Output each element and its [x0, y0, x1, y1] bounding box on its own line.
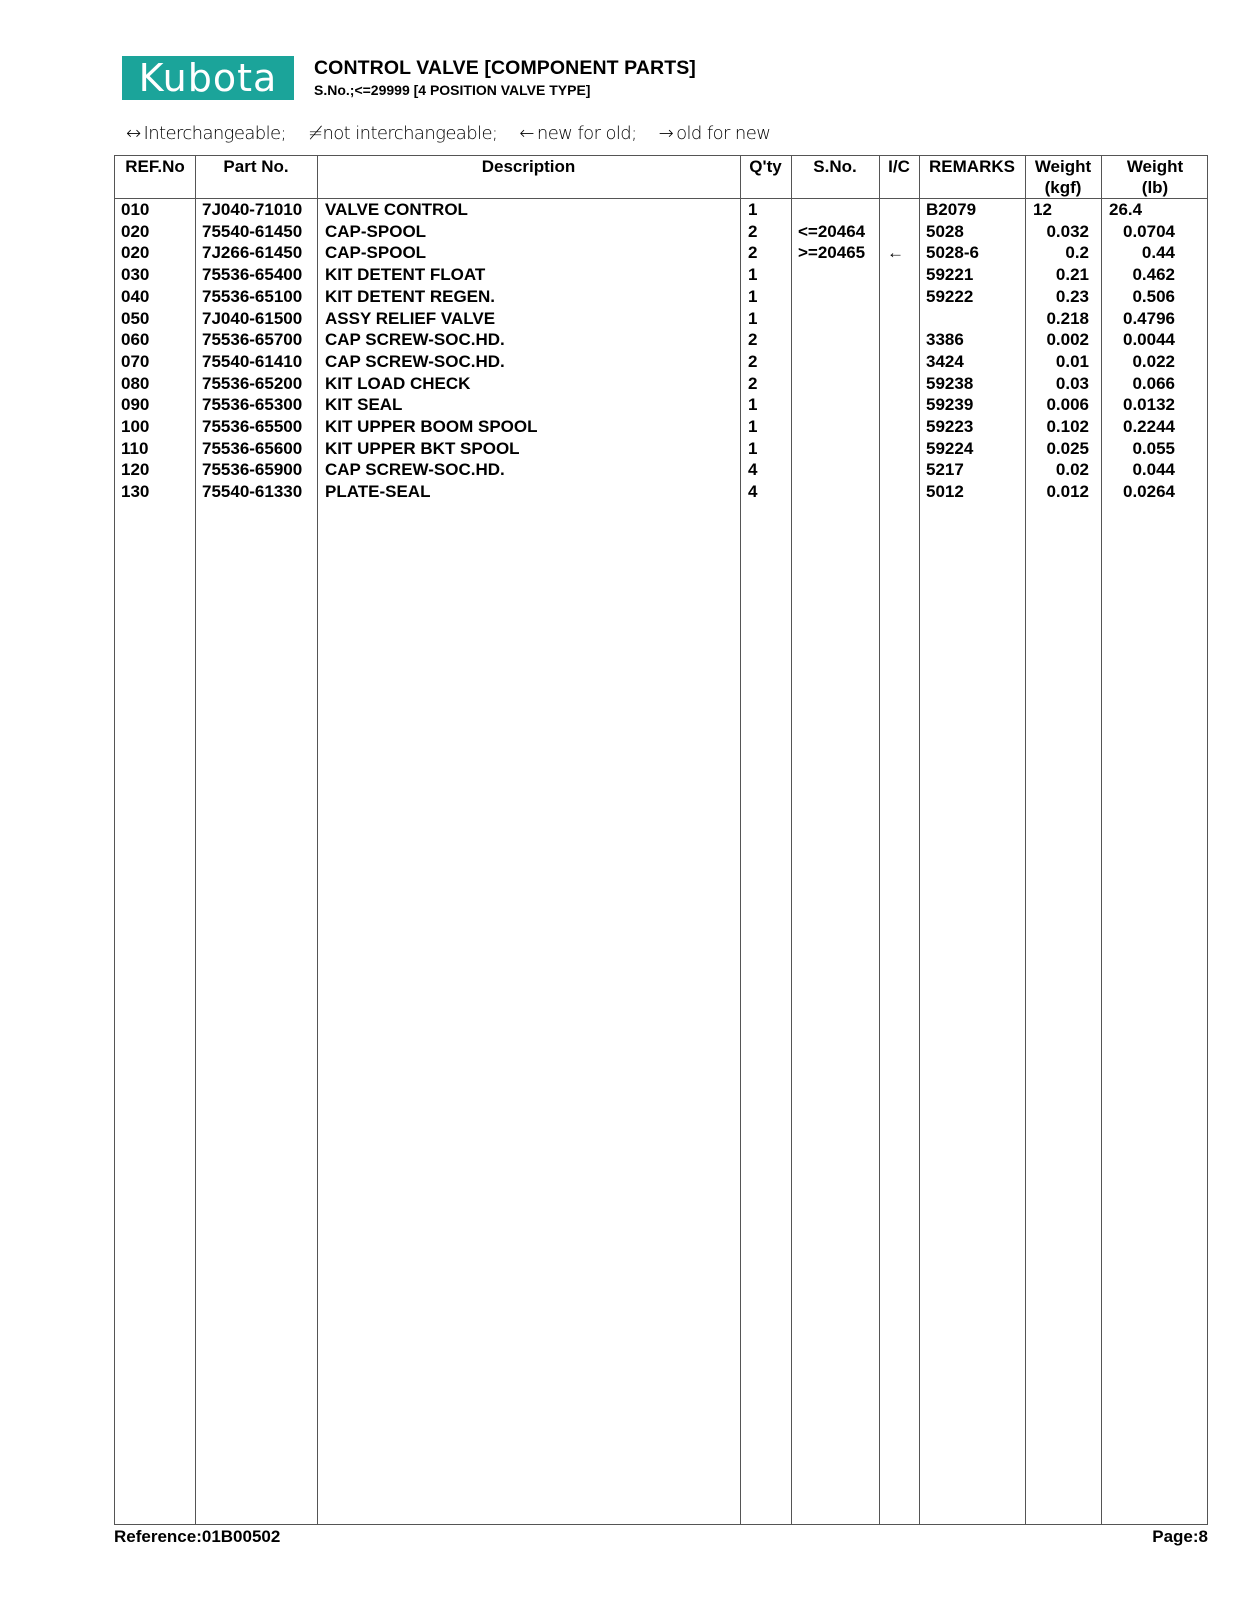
cell-part: 75536-65600: [202, 438, 303, 458]
table-row: [115, 286, 1207, 308]
cell-part: 75536-65100: [202, 286, 303, 306]
cell-remarks: 59239: [926, 395, 974, 415]
cell-part: 7J040-71010: [202, 200, 303, 219]
cell-wlb: 0.0264: [1123, 482, 1175, 502]
cell-qty: 2: [748, 373, 758, 393]
cell-wlb: 0.44: [1141, 243, 1175, 263]
header-ic: I/C: [888, 157, 910, 176]
cell-ref: 090: [121, 395, 150, 415]
cell-sno: >=20465: [798, 243, 866, 263]
cell-qty: 2: [748, 221, 758, 241]
cell-remarks: 59223: [926, 417, 974, 436]
cell-ref: 130: [121, 482, 150, 502]
footer-page-number: Page:8: [1152, 1527, 1208, 1546]
cell-wkgf: 0.102: [1046, 417, 1089, 436]
cell-qty: 1: [748, 265, 758, 285]
cell-ref: 070: [121, 351, 150, 371]
cell-wlb: 0.462: [1132, 265, 1175, 285]
header-part-no: Part No.: [223, 157, 289, 176]
table-row: [115, 394, 1207, 416]
cell-remarks: 3386: [926, 330, 964, 350]
legend-old-for-new: [659, 123, 771, 144]
cell-remarks: 5028: [926, 221, 964, 241]
cell-wlb: 0.4796: [1123, 308, 1175, 328]
cell-desc: CAP SCREW-SOC.HD.: [325, 351, 505, 371]
header-description: Description: [481, 157, 576, 176]
cell-desc: CAP-SPOOL: [325, 243, 427, 263]
cell-desc: CAP SCREW-SOC.HD.: [325, 460, 505, 480]
cell-qty: 1: [748, 200, 758, 219]
cell-part: 75536-65400: [202, 265, 303, 285]
kubota-logo: [122, 56, 294, 100]
cell-remarks: 5012: [926, 482, 964, 502]
cell-desc: CAP SCREW-SOC.HD.: [325, 330, 505, 350]
cell-wlb: 0.0044: [1123, 330, 1175, 350]
legend-not-interchangeable: [308, 123, 497, 144]
cell-part: 75536-65200: [202, 373, 303, 393]
page-subtitle: S.No.;<=29999 [4 POSITION VALVE TYPE]: [314, 82, 591, 98]
legend-label: old for new: [676, 123, 771, 144]
cell-wkgf: 12: [1033, 200, 1052, 219]
table-row: [115, 459, 1207, 481]
cell-wkgf: 0.012: [1046, 482, 1089, 502]
cell-wkgf: 0.21: [1055, 265, 1089, 285]
cell-qty: 1: [748, 308, 758, 328]
legend-label: Interchangeable;: [143, 123, 286, 144]
cell-desc: KIT DETENT FLOAT: [325, 265, 486, 285]
cell-remarks: 3424: [926, 351, 964, 371]
cell-remarks: 59221: [926, 265, 974, 285]
table-row: [115, 416, 1207, 438]
cell-wkgf: 0.006: [1046, 395, 1089, 415]
cell-desc: ASSY RELIEF VALVE: [325, 308, 496, 328]
cell-wkgf: 0.032: [1046, 221, 1089, 241]
table-row: [115, 329, 1207, 351]
header-ref-no: REF.No: [125, 157, 185, 176]
legend-label: new for old;: [536, 123, 637, 144]
cell-ref: 100: [121, 417, 150, 436]
legend-interchangeable: [126, 123, 286, 144]
cell-remarks: 59224: [926, 438, 974, 458]
cell-sno: <=20464: [798, 221, 866, 241]
cell-part: 75536-65700: [202, 330, 303, 350]
cell-remarks: B2079: [926, 200, 977, 219]
cell-desc: PLATE-SEAL: [325, 482, 431, 502]
cell-wlb: 0.0704: [1123, 221, 1175, 241]
cell-wkgf: 0.025: [1046, 438, 1089, 458]
footer-reference: Reference:01B00502: [114, 1527, 281, 1546]
svg-text:Kubota: Kubota: [138, 56, 278, 100]
cell-wlb: 26.4: [1109, 200, 1143, 219]
cell-desc: KIT LOAD CHECK: [325, 373, 471, 393]
table-row: [115, 221, 1207, 243]
cell-ref: 020: [121, 221, 150, 241]
not-equal-icon: ≠: [307, 123, 323, 144]
cell-qty: 4: [748, 460, 758, 480]
cell-wkgf: 0.002: [1046, 330, 1089, 350]
cell-part: 75536-65500: [202, 417, 303, 436]
cell-part: 7J266-61450: [202, 243, 303, 263]
cell-desc: KIT UPPER BKT SPOOL: [325, 438, 520, 458]
table-row: [115, 242, 1207, 264]
cell-qty: 2: [748, 330, 758, 350]
cell-wkgf: 0.218: [1046, 308, 1089, 328]
cell-part: 75540-61450: [202, 221, 303, 241]
header-quantity: Q'ty: [749, 157, 782, 176]
table-row: [115, 438, 1207, 460]
cell-wkgf: 0.03: [1055, 373, 1089, 393]
cell-qty: 1: [748, 395, 758, 415]
cell-wlb: 0.066: [1132, 373, 1175, 393]
header-remarks: REMARKS: [929, 157, 1015, 176]
page-title: CONTROL VALVE [COMPONENT PARTS]: [314, 57, 696, 79]
header-serial-no: S.No.: [813, 157, 857, 176]
cell-part: 75536-65900: [202, 460, 303, 480]
header-weight-kgf: Weight (kgf): [1034, 157, 1092, 197]
kubota-logo-graphic: [122, 56, 294, 100]
cell-ref: 010: [121, 200, 150, 219]
cell-remarks: 5028-6: [926, 243, 979, 263]
cell-ref: 050: [121, 308, 150, 328]
legend-new-for-old: [519, 123, 636, 144]
table-row: [115, 264, 1207, 286]
table-row: [115, 308, 1207, 330]
legend-label: not interchangeable;: [322, 123, 498, 144]
cell-remarks: 5217: [926, 460, 964, 480]
cell-desc: KIT UPPER BOOM SPOOL: [325, 417, 538, 436]
cell-desc: VALVE CONTROL: [325, 200, 468, 219]
cell-ref: 080: [121, 373, 150, 393]
cell-part: 75540-61410: [202, 351, 303, 371]
cell-qty: 2: [748, 243, 758, 263]
cell-desc: KIT DETENT REGEN.: [325, 286, 496, 306]
cell-wlb: 0.044: [1132, 460, 1175, 480]
cell-wkgf: 0.01: [1055, 351, 1089, 371]
cell-ref: 020: [121, 243, 150, 263]
cell-qty: 2: [748, 351, 758, 371]
table-row: [115, 199, 1207, 221]
table-row: [115, 351, 1207, 373]
cell-qty: 1: [748, 438, 758, 458]
cell-wlb: 0.2244: [1123, 417, 1175, 436]
cell-ref: 060: [121, 330, 150, 350]
table-row: [115, 481, 1207, 503]
left-arrow-icon: ←: [519, 123, 534, 144]
cell-part: 7J040-61500: [202, 308, 303, 328]
cell-part: 75536-65300: [202, 395, 303, 415]
cell-remarks: 59238: [926, 373, 974, 393]
cell-ref: 110: [121, 438, 149, 458]
cell-wkgf: 0.23: [1055, 286, 1089, 306]
cell-wlb: 0.0132: [1123, 395, 1175, 415]
cell-wkgf: 0.02: [1055, 460, 1089, 480]
cell-qty: 1: [748, 286, 758, 306]
header-weight-lb: Weight (lb): [1126, 157, 1184, 197]
parts-table: [114, 155, 1208, 1525]
cell-ref: 040: [121, 286, 150, 306]
cell-wlb: 0.022: [1132, 351, 1175, 371]
cell-qty: 1: [748, 417, 758, 436]
cell-ic: ←: [887, 243, 904, 263]
interchangeability-legend: [126, 123, 770, 144]
cell-desc: CAP-SPOOL: [325, 221, 427, 241]
cell-wlb: 0.055: [1132, 438, 1175, 458]
table-row: [115, 373, 1207, 395]
cell-wlb: 0.506: [1132, 286, 1175, 306]
cell-desc: KIT SEAL: [325, 395, 403, 415]
cell-ref: 030: [121, 265, 150, 285]
cell-wkgf: 0.2: [1065, 243, 1089, 263]
cell-ref: 120: [121, 460, 150, 480]
two-way-arrow-icon: ↔: [126, 123, 141, 144]
cell-qty: 4: [748, 482, 758, 502]
right-arrow-icon: →: [658, 123, 674, 144]
cell-remarks: 59222: [926, 286, 974, 306]
cell-part: 75540-61330: [202, 482, 303, 502]
